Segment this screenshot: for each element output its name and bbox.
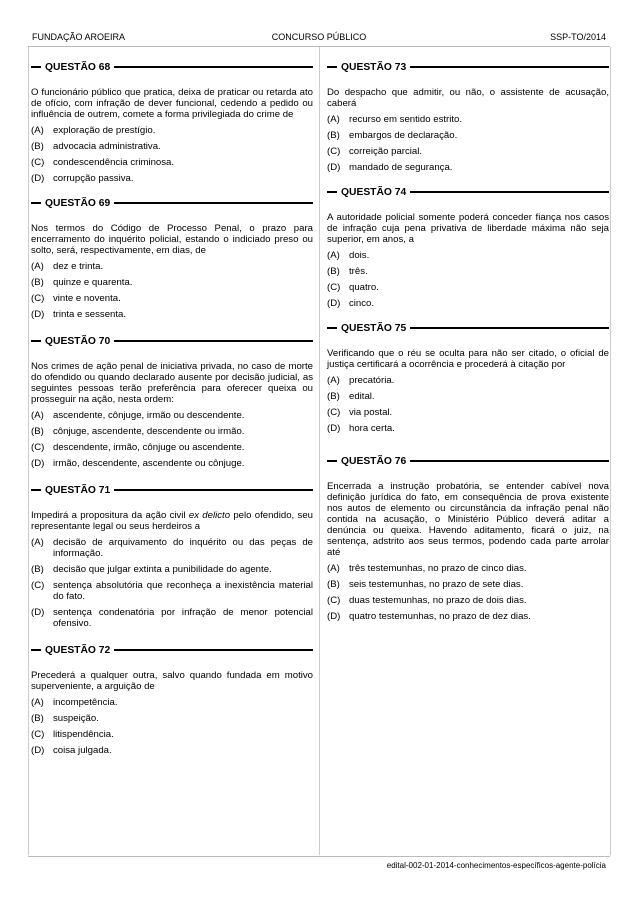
option-letter: (D) [31, 309, 45, 320]
answer-option [327, 146, 609, 157]
option-text: três. [349, 266, 368, 277]
option-letter: (B) [31, 426, 44, 437]
answer-option [327, 250, 609, 261]
answer-option [327, 114, 609, 125]
answer-option [327, 162, 609, 173]
option-text: precatória. [349, 375, 395, 386]
heading-rule [410, 66, 609, 68]
heading-rule [410, 460, 609, 462]
option-text: litispendência. [53, 729, 114, 740]
left-border [28, 47, 29, 855]
option-letter: (D) [31, 173, 45, 184]
question-heading [31, 196, 313, 210]
option-letter: (A) [327, 114, 340, 125]
question-title: QUESTÃO 71 [45, 484, 111, 496]
question-heading [327, 454, 609, 468]
question-74 [327, 185, 609, 309]
option-letter: (C) [31, 293, 45, 304]
question-title: QUESTÃO 72 [45, 644, 111, 656]
option-text: cônjuge, ascendente, descendente ou irmão. [53, 426, 245, 437]
option-text: incompetência. [53, 697, 118, 708]
question-stem: Encerrada a instrução probatória, se entender cabível nova definição jurídica do fato, em consequência de prova existente nos autos de elemento ou circunstância da infração penal não contida na acusação, o Ministério Público deverá aditar a denúncia ou queixa. Havendo aditamento, ficará o juiz, na sentença, adstrito aos seus termos, podendo cada parte arrolar até [327, 481, 609, 558]
question-68 [31, 60, 313, 184]
option-letter: (A) [327, 563, 340, 574]
option-text: ascendente, cônjuge, irmão ou descendente. [53, 410, 245, 421]
question-heading [31, 60, 313, 74]
stem-part: Impedirá a propositura da ação civil [31, 510, 189, 521]
option-text: três testemunhas, no prazo de cinco dias. [349, 563, 527, 574]
answer-option [327, 130, 609, 141]
option-text: sentença absolutória que reconheça a inexistência material do fato. [53, 580, 313, 602]
heading-rule [114, 202, 313, 204]
option-letter: (C) [31, 729, 45, 740]
option-letter: (D) [31, 745, 45, 756]
question-stem [31, 510, 313, 532]
option-text: mandado de segurança. [349, 162, 453, 173]
question-heading [31, 483, 313, 497]
question-72 [31, 643, 313, 756]
option-letter: (B) [327, 130, 340, 141]
heading-dash [31, 489, 41, 491]
answer-option [327, 407, 609, 418]
option-letter: (B) [31, 713, 44, 724]
answer-option [31, 141, 313, 152]
heading-dash [327, 66, 337, 68]
option-text: dois. [349, 250, 370, 261]
heading-dash [31, 66, 41, 68]
option-letter: (A) [327, 375, 340, 386]
question-stem: Do despacho que admitir, ou não, o assistente de acusação, caberá [327, 87, 609, 109]
answer-option [327, 391, 609, 402]
answer-option [31, 713, 313, 724]
answer-option [31, 309, 313, 320]
option-letter: (C) [31, 157, 45, 168]
question-title: QUESTÃO 68 [45, 61, 111, 73]
option-letter: (A) [327, 250, 340, 261]
question-title: QUESTÃO 74 [341, 186, 407, 198]
heading-dash [31, 649, 41, 651]
option-text: edital. [349, 391, 375, 402]
option-letter: (C) [31, 580, 45, 591]
option-letter: (B) [327, 266, 340, 277]
answer-option [327, 611, 609, 622]
answer-option [31, 261, 313, 272]
answer-option [327, 423, 609, 434]
answer-option [31, 173, 313, 184]
option-letter: (D) [327, 298, 341, 309]
option-letter: (B) [31, 141, 44, 152]
heading-rule [114, 649, 313, 651]
option-text: vinte e noventa. [53, 293, 121, 304]
option-letter: (B) [31, 564, 44, 575]
page-header [28, 28, 610, 47]
answer-option [31, 442, 313, 453]
question-heading [327, 185, 609, 199]
question-stem: Verificando que o réu se oculta para não ser citado, o oficial de justiça certificará a ocorrência e procederá à citação por [327, 348, 609, 370]
answer-option [327, 266, 609, 277]
answer-option [31, 697, 313, 708]
right-border [610, 47, 611, 855]
heading-rule [114, 66, 313, 68]
option-text: embargos de declaração. [349, 130, 458, 141]
option-text: decisão que julgar extinta a punibilidade do agente. [53, 564, 272, 575]
option-letter: (A) [31, 537, 44, 548]
option-letter: (C) [327, 146, 341, 157]
question-stem: Nos crimes de ação penal de iniciativa privada, no caso de morte do ofendido ou quando declarado ausente por decisão judicial, as seguintes pessoas terão preferência para oferecer queixa ou prosseguir na ação, nesta ordem: [31, 361, 313, 405]
option-text: advocacia administrativa. [53, 141, 161, 152]
heading-dash [31, 202, 41, 204]
question-heading [31, 334, 313, 348]
answer-option [31, 537, 313, 559]
option-text: trinta e sessenta. [53, 309, 127, 320]
option-text: sentença condenatória por infração de menor potencial ofensivo. [53, 607, 313, 629]
answer-option [31, 580, 313, 602]
stem-part: ex delicto [188, 510, 231, 521]
option-text: exploração de prestígio. [53, 125, 156, 136]
option-text: suspeição. [53, 713, 99, 724]
answer-option [31, 277, 313, 288]
option-text: coisa julgada. [53, 745, 112, 756]
option-text: quatro testemunhas, no prazo de dez dias. [349, 611, 531, 622]
option-letter: (A) [31, 410, 44, 421]
question-stem: Precederá a qualquer outra, salvo quando fundada em motivo superveniente, a arguição de [31, 670, 313, 692]
footer-code: edital-002-01-2014-conhecimentos-específicos-agente-polícia [386, 861, 606, 870]
question-stem: Nos termos do Código de Processo Penal, o prazo para encerramento do inquérito policial, estando o indiciado preso ou solto, será, respectivamente, em dias, de [31, 223, 313, 256]
question-heading [31, 643, 313, 657]
answer-option [327, 563, 609, 574]
option-text: cinco. [349, 298, 375, 309]
answer-option [31, 458, 313, 469]
right-column [327, 60, 609, 627]
option-letter: (D) [327, 423, 341, 434]
option-text: quatro. [349, 282, 379, 293]
option-letter: (B) [31, 277, 44, 288]
header-institution: FUNDAÇÃO AROEIRA [32, 32, 126, 42]
option-text: irmão, descendente, ascendente ou cônjuge. [53, 458, 245, 469]
heading-dash [327, 191, 337, 193]
stem-part: pelo ofendido, seu representante legal ou seus herdeiros a [31, 510, 313, 532]
option-text: corrupção passiva. [53, 173, 134, 184]
answer-option [31, 564, 313, 575]
option-text: decisão de arquivamento do inquérito ou das peças de informação. [53, 537, 313, 559]
left-column [31, 60, 313, 761]
answer-option [31, 410, 313, 421]
option-text: recurso em sentido estrito. [349, 114, 463, 125]
option-letter: (C) [327, 595, 341, 606]
option-text: duas testemunhas, no prazo de dois dias. [349, 595, 527, 606]
option-letter: (D) [31, 458, 45, 469]
question-73 [327, 60, 609, 173]
option-text: correição parcial. [349, 146, 423, 157]
option-letter: (C) [31, 442, 45, 453]
question-title: QUESTÃO 75 [341, 322, 407, 334]
answer-option [327, 375, 609, 386]
option-letter: (B) [327, 579, 340, 590]
option-letter: (A) [31, 125, 44, 136]
option-text: descendente, irmão, cônjuge ou ascendente. [53, 442, 245, 453]
answer-option [31, 293, 313, 304]
header-exam: CONCURSO PÚBLICO [271, 32, 367, 42]
question-stem: A autoridade policial somente poderá conceder fiança nos casos de infração cuja pena privativa de liberdade máxima não seja superior, em anos, a [327, 212, 609, 245]
option-letter: (C) [327, 407, 341, 418]
question-title: QUESTÃO 76 [341, 455, 407, 467]
question-69 [31, 196, 313, 320]
answer-option [327, 579, 609, 590]
question-75 [327, 321, 609, 434]
question-70 [31, 334, 313, 469]
page-footer [28, 856, 610, 873]
option-letter: (A) [31, 261, 44, 272]
answer-option [31, 729, 313, 740]
heading-rule [410, 191, 609, 193]
heading-rule [114, 489, 313, 491]
option-text: hora certa. [349, 423, 395, 434]
option-text: seis testemunhas, no prazo de sete dias. [349, 579, 524, 590]
option-letter: (A) [31, 697, 44, 708]
answer-option [327, 595, 609, 606]
heading-dash [327, 460, 337, 462]
heading-rule [114, 340, 313, 342]
question-stem: O funcionário público que pratica, deixa de praticar ou retarda ato de ofício, com infração de dever funcional, cedendo a pedido ou influência de outrem, comete a forma privilegiada do crime de [31, 87, 313, 120]
option-text: quinze e quarenta. [53, 277, 133, 288]
answer-option [327, 298, 609, 309]
question-title: QUESTÃO 73 [341, 61, 407, 73]
option-letter: (C) [327, 282, 341, 293]
question-title: QUESTÃO 70 [45, 335, 111, 347]
question-76 [327, 454, 609, 622]
option-letter: (B) [327, 391, 340, 402]
question-71 [31, 483, 313, 629]
option-text: dez e trinta. [53, 261, 104, 272]
answer-option [31, 426, 313, 437]
answer-option [31, 745, 313, 756]
option-text: via postal. [349, 407, 393, 418]
heading-rule [410, 327, 609, 329]
option-text: condescendência criminosa. [53, 157, 175, 168]
answer-option [31, 125, 313, 136]
heading-dash [31, 340, 41, 342]
answer-option [31, 607, 313, 629]
answer-option [31, 157, 313, 168]
question-heading [327, 60, 609, 74]
column-divider [319, 47, 320, 855]
option-letter: (D) [327, 162, 341, 173]
option-letter: (D) [31, 607, 45, 618]
header-code: SSP-TO/2014 [550, 32, 606, 42]
question-heading [327, 321, 609, 335]
question-title: QUESTÃO 69 [45, 197, 111, 209]
option-letter: (D) [327, 611, 341, 622]
heading-dash [327, 327, 337, 329]
answer-option [327, 282, 609, 293]
